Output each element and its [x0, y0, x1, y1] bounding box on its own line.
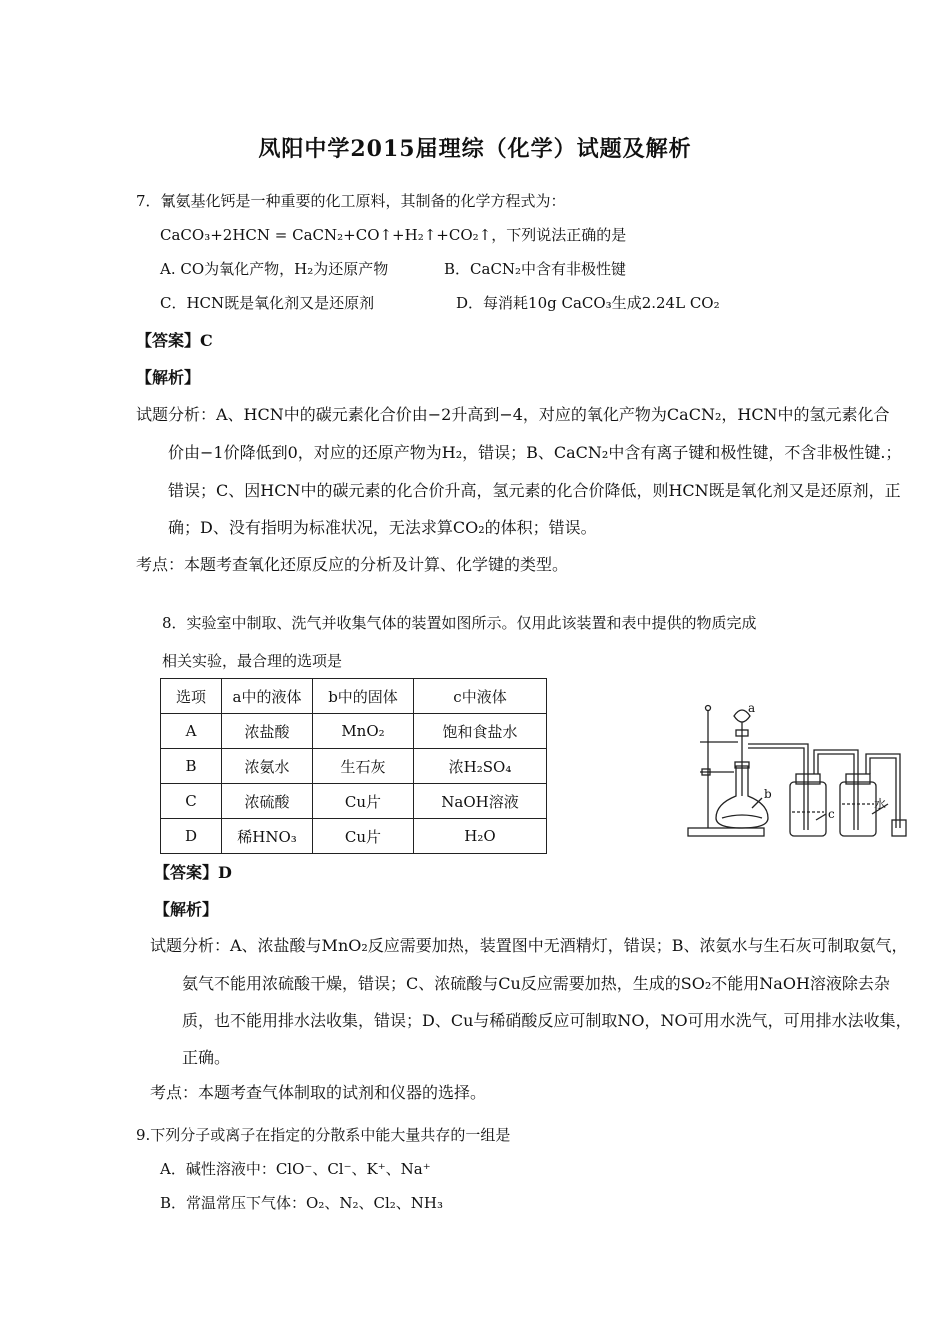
q7-equation: CaCO₃+2HCN = CaCN₂+CO↑+H₂↑+CO₂↑，下列说法正确的是	[160, 226, 627, 244]
table-row	[161, 714, 547, 749]
q8-analysis-line: 正确。	[182, 1048, 231, 1067]
table-cell: MnO₂	[313, 714, 414, 749]
table-row	[161, 749, 547, 784]
table-row	[161, 819, 547, 854]
table-cell: 生石灰	[313, 749, 414, 784]
table-header-cell: a中的液体	[222, 679, 313, 714]
q7-option-a: A. CO为氧化产物，H₂为还原产物	[160, 260, 389, 278]
figure-label-water: 水	[874, 797, 887, 811]
q7-analysis-line: 价由−1价降低到0，对应的还原产物为H₂，错误；B、CaCN₂中含有离子键和极性键，不含非极性键.；	[168, 443, 902, 462]
table-cell: NaOH溶液	[414, 784, 547, 819]
figure-label-b: b	[764, 787, 772, 801]
table-cell: 浓硫酸	[222, 784, 313, 819]
q8-options-table	[160, 678, 547, 854]
table-header-row	[161, 679, 547, 714]
table-cell: H₂O	[414, 819, 547, 854]
table-row	[161, 784, 547, 819]
q7-kaodian: 考点：本题考查氧化还原反应的分析及计算、化学键的类型。	[136, 555, 569, 574]
q8-answer: 【答案】D	[154, 863, 232, 882]
table-cell: 稀HNO₃	[222, 819, 313, 854]
table-cell: B	[161, 749, 222, 784]
gas-apparatus-figure	[686, 700, 910, 842]
table-cell: 饱和食盐水	[414, 714, 547, 749]
table-cell: C	[161, 784, 222, 819]
table-cell: Cu片	[313, 784, 414, 819]
q8-stem: 8．实验室中制取、洗气并收集气体的装置如图所示。仅用此该装置和表中提供的物质完成	[162, 614, 757, 632]
table-cell: 浓氨水	[222, 749, 313, 784]
table-cell: Cu片	[313, 819, 414, 854]
q7-option-b: B．CaCN₂中含有非极性键	[444, 260, 627, 278]
table-header-cell: b中的固体	[313, 679, 414, 714]
figure-label-c: c	[828, 807, 835, 821]
figure-label-a: a	[748, 701, 756, 715]
q7-analysis-heading: 【解析】	[136, 368, 201, 387]
q8-analysis-line: 氨气不能用浓硫酸干燥，错误；C、浓硫酸与Cu反应需要加热，生成的SO₂不能用NaOH溶液除去杂	[182, 974, 890, 993]
table-cell: A	[161, 714, 222, 749]
q7-analysis-line: 错误；C、因HCN中的碳元素的化合价升高，氢元素的化合价降低，则HCN既是氧化剂又是还原剂，正	[168, 481, 901, 500]
page-title: 凤阳中学2015届理综（化学）试题及解析	[258, 136, 692, 162]
table-cell: 浓盐酸	[222, 714, 313, 749]
q9-option-b: B．常温常压下气体：O₂、N₂、Cl₂、NH₃	[160, 1194, 443, 1212]
q9-option-a: A．碱性溶液中：ClO⁻、Cl⁻、K⁺、Na⁺	[160, 1160, 431, 1178]
q8-analysis-line: 质，也不能用排水法收集，错误；D、Cu与稀硝酸反应可制取NO，NO可用水洗气，可用排水法收集，	[182, 1011, 912, 1030]
q7-answer: 【答案】C	[136, 331, 213, 350]
q7-analysis-line: 确；D、没有指明为标准状况，无法求算CO₂的体积；错误。	[168, 518, 597, 537]
q7-option-d: D．每消耗10g CaCO₃生成2.24L CO₂	[456, 294, 720, 312]
q7-analysis-line: 试题分析：A、HCN中的碳元素化合价由−2升高到−4，对应的氧化产物为CaCN₂，HCN中的氢元素化合	[136, 405, 890, 424]
q9-stem: 9.下列分子或离子在指定的分散系中能大量共存的一组是	[136, 1126, 511, 1144]
table-cell: 浓H₂SO₄	[414, 749, 547, 784]
table-cell: D	[161, 819, 222, 854]
q8-kaodian: 考点：本题考查气体制取的试剂和仪器的选择。	[150, 1083, 487, 1102]
q8-stem-continued: 相关实验，最合理的选项是	[162, 652, 343, 670]
q8-analysis-line: 试题分析：A、浓盐酸与MnO₂反应需要加热，装置图中无酒精灯，错误；B、浓氨水与生石灰可制取氨气，	[150, 936, 908, 955]
table-header-cell: c中液体	[414, 679, 547, 714]
table-header-cell: 选项	[161, 679, 222, 714]
q8-analysis-heading: 【解析】	[154, 900, 219, 919]
q7-option-c: C．HCN既是氧化剂又是还原剂	[160, 294, 375, 312]
q7-stem: 7．氰氨基化钙是一种重要的化工原料，其制备的化学方程式为：	[136, 192, 566, 210]
